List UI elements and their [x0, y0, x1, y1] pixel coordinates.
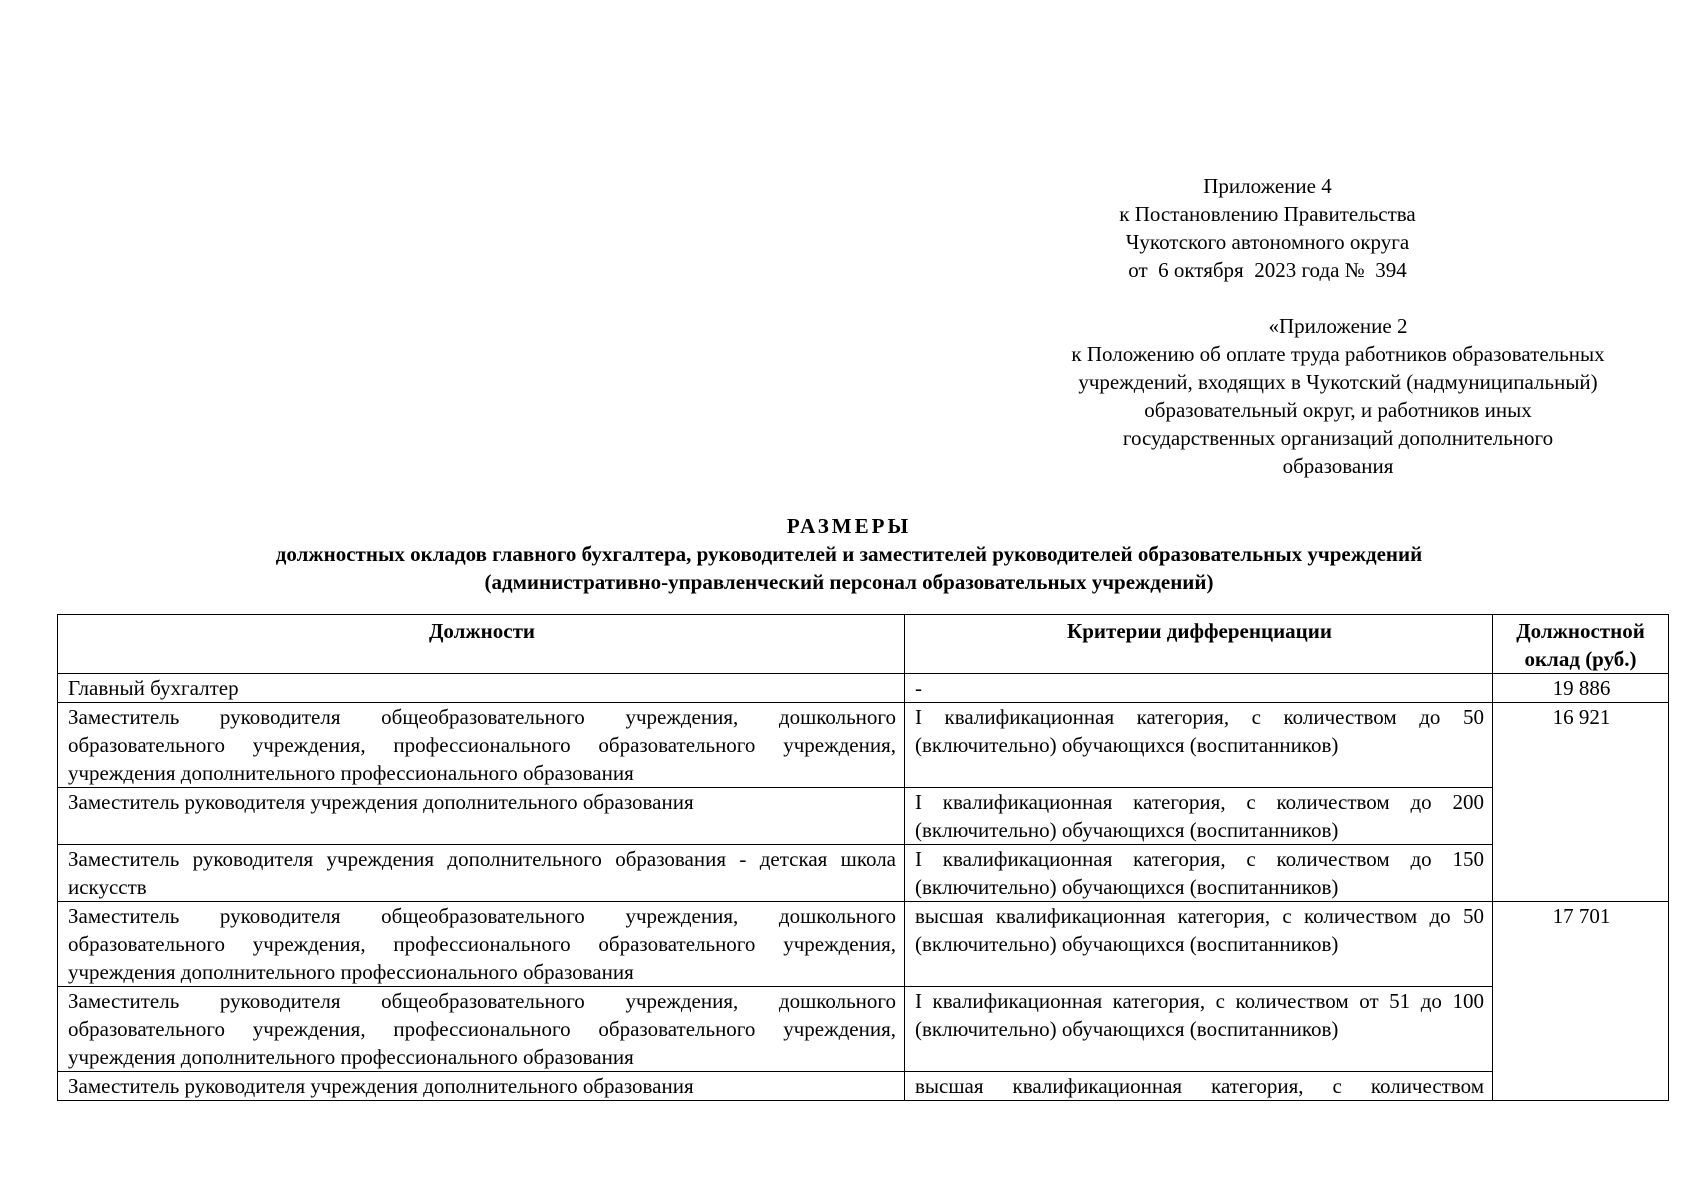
sub-appendix-line: к Положению об оплате труда работников образовательных: [1071, 342, 1605, 366]
row-position: Заместитель руководителя общеобразовательного учреждения, дошкольного образовательного учреждения, профессионального образовательного учреждения, учреждения дополнительного профессионального образования: [58, 987, 905, 1072]
row-salary: 16 921: [1493, 703, 1669, 902]
sub-appendix-line: учреждений, входящих в Чукотский (надмуниципальный): [1078, 370, 1598, 394]
row-criteria: -: [905, 674, 1493, 703]
sub-appendix-line: «Приложение 2: [1268, 314, 1408, 338]
row-criteria: I квалификационная категория, с количеством до 50 (включительно) обучающихся (воспитанников): [905, 703, 1493, 788]
header-criteria: Критерии дифференциации: [905, 615, 1493, 674]
appendix-header-line: Чукотского автономного округа: [1125, 230, 1410, 254]
appendix-header-line: Приложение 4: [1203, 174, 1332, 198]
sub-appendix-line: государственных организаций дополнительного: [1122, 426, 1554, 450]
appendix-header-line: от 6 октября 2023 года № 394: [1128, 258, 1407, 282]
sub-appendix-line: образования: [1282, 454, 1394, 478]
row-salary: 19 886: [1493, 674, 1669, 703]
table-row: [58, 902, 1669, 987]
sub-appendix-header: [993, 312, 1683, 480]
table-row: [58, 845, 1669, 902]
title-subtitle-note: (административно-управленческий персонал образовательных учреждений): [484, 570, 1214, 594]
table-row: [58, 1072, 1669, 1101]
table-row: [58, 987, 1669, 1072]
header-position: Должности: [58, 615, 905, 674]
row-position: Заместитель руководителя учреждения дополнительного образования: [58, 788, 905, 845]
table-header-row: [58, 615, 1669, 674]
title-main: РАЗМЕРЫ: [786, 514, 912, 538]
row-position: Заместитель руководителя общеобразовательного учреждения, дошкольного образовательного учреждения, профессионального образовательного учреждения, учреждения дополнительного профессионального образования: [58, 703, 905, 788]
row-criteria: высшая квалификационная категория, с количеством до 50 (включительно) обучающихся (воспитанников): [905, 902, 1493, 987]
table-row: [58, 674, 1669, 703]
appendix-header: [1080, 172, 1455, 284]
row-criteria-text: высшая квалификационная категория, с количеством: [915, 1074, 1484, 1098]
title-subtitle: должностных окладов главного бухгалтера, руководителей и заместителей руководителей образовательных учреждений: [275, 542, 1423, 566]
row-criteria: I квалификационная категория, с количеством до 200 (включительно) обучающихся (воспитанников): [905, 788, 1493, 845]
header-salary: Должностной оклад (руб.): [1493, 615, 1669, 674]
row-criteria: I квалификационная категория, с количеством до 150 (включительно) обучающихся (воспитанников): [905, 845, 1493, 902]
table-row: [58, 788, 1669, 845]
row-criteria: [905, 1072, 1493, 1101]
row-position: Главный бухгалтер: [58, 674, 905, 703]
salary-table: [57, 614, 1669, 1101]
row-position: Заместитель руководителя учреждения дополнительного образования - детская школа искусств: [58, 845, 905, 902]
appendix-header-line: к Постановлению Правительства: [1119, 202, 1416, 226]
table-row: [58, 703, 1669, 788]
sub-appendix-line: образовательный округ, и работников иных: [1144, 398, 1532, 422]
document-title: [0, 512, 1698, 596]
row-position: Заместитель руководителя учреждения дополнительного образования: [58, 1072, 905, 1101]
row-criteria: I квалификационная категория, с количеством от 51 до 100 (включительно) обучающихся (воспитанников): [905, 987, 1493, 1072]
row-salary: 17 701: [1493, 902, 1669, 1101]
row-position: Заместитель руководителя общеобразовательного учреждения, дошкольного образовательного учреждения, профессионального образовательного учреждения, учреждения дополнительного профессионального образования: [58, 902, 905, 987]
